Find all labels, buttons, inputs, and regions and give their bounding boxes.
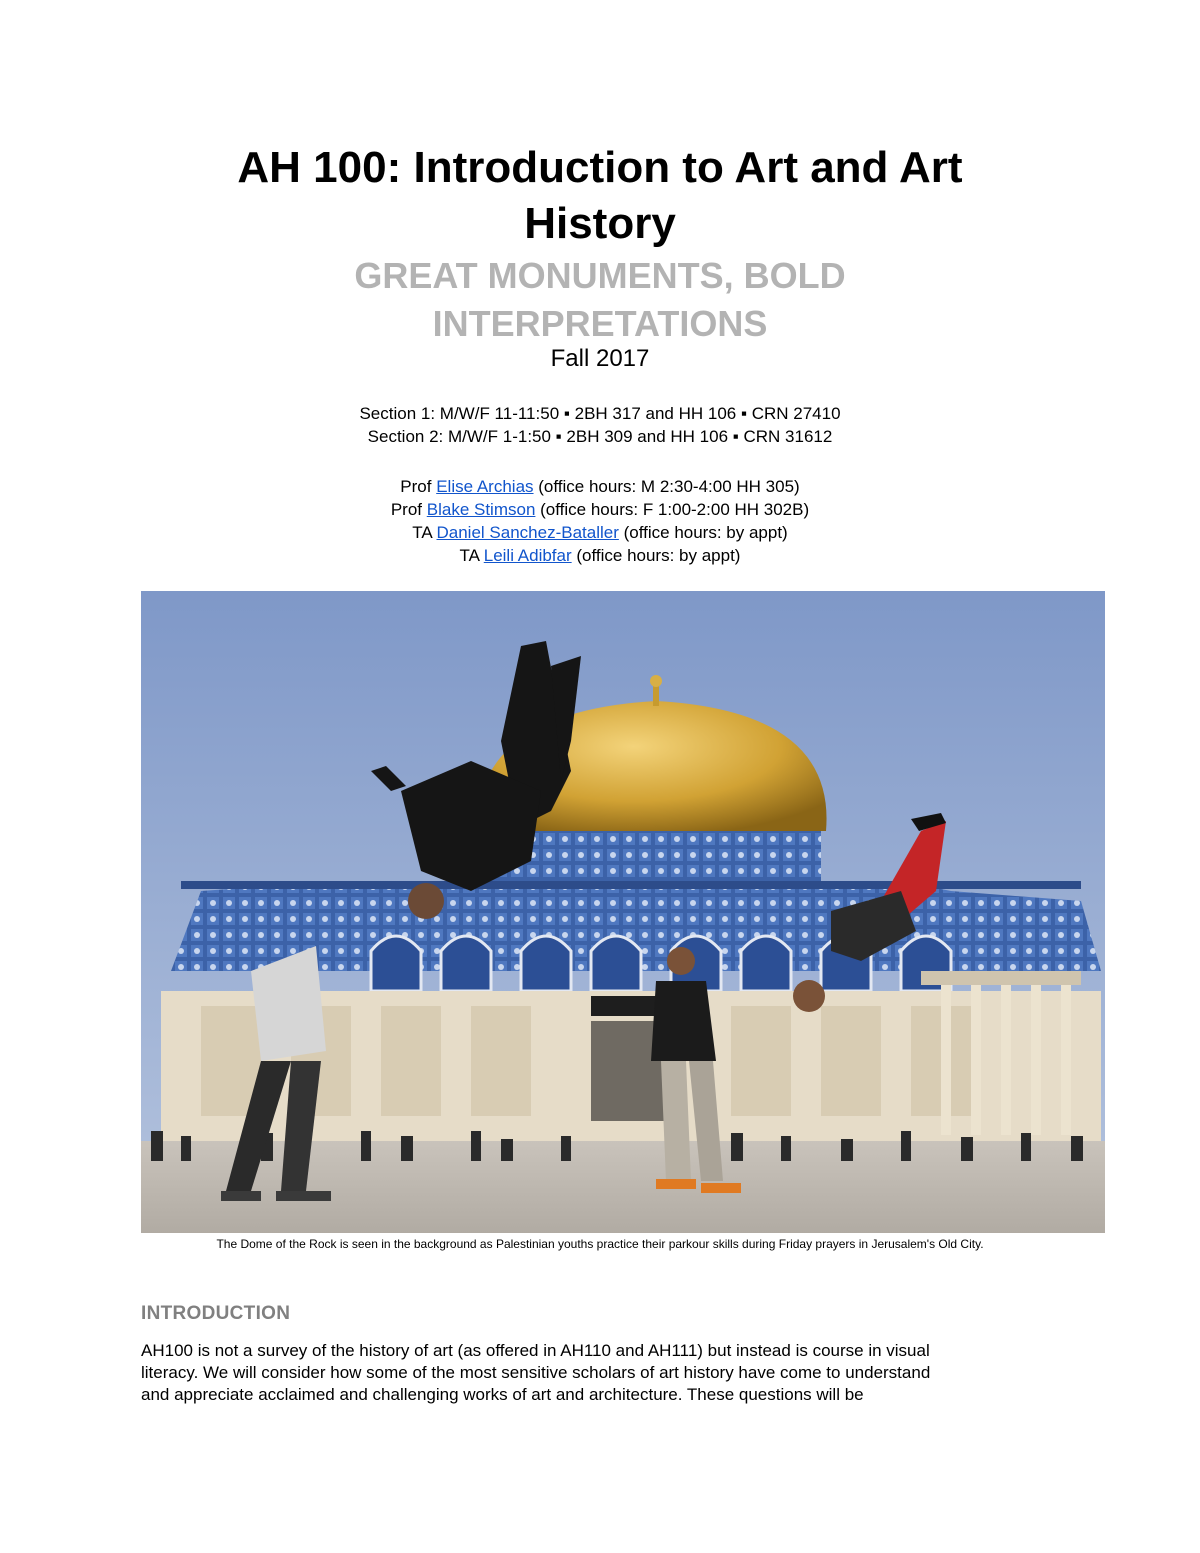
course-subtitle-line-2: INTERPRETATIONS: [432, 303, 768, 344]
section-1-info: Section 1: M/W/F 11-11:50 ▪ 2BH 317 and HH 106 ▪ CRN 27410: [359, 404, 841, 423]
staff-list: [100, 475, 1100, 567]
course-title-line-2: History: [524, 199, 676, 248]
introduction-line: and appreciate acclaimed and challenging works of art and architecture. These questions will be: [141, 1385, 864, 1404]
staff-role: Prof: [400, 477, 437, 496]
introduction-body: [141, 1340, 1071, 1406]
section-2-info: Section 2: M/W/F 1-1:50 ▪ 2BH 309 and HH 106 ▪ CRN 31612: [367, 427, 833, 446]
photo-caption: The Dome of the Rock is seen in the background as Palestinian youths practice their parkour skills during Friday prayers in Jerusalem's Old City.: [216, 1237, 984, 1251]
staff-role: Prof: [390, 500, 427, 519]
staff-row: [100, 475, 1100, 498]
staff-role: TA: [459, 546, 484, 565]
staff-link-blake-stimson[interactable]: Blake Stimson: [426, 500, 536, 519]
section-list: [100, 402, 1100, 448]
staff-row: [100, 498, 1100, 521]
course-title: [100, 140, 1100, 252]
staff-link-leili-adibfar[interactable]: Leili Adibfar: [483, 546, 572, 565]
introduction-line: literacy. We will consider how some of the most sensitive scholars of art history have come to understand: [141, 1363, 931, 1382]
dome-of-the-rock-photo: [141, 591, 1105, 1233]
staff-role: TA: [412, 523, 437, 542]
course-subtitle: [100, 252, 1100, 348]
term: Fall 2017: [550, 345, 650, 372]
staff-link-daniel-sanchez-bataller[interactable]: Daniel Sanchez-Bataller: [436, 523, 619, 542]
staff-office-hours: (office hours: by appt): [618, 523, 788, 542]
staff-row: [100, 544, 1100, 567]
staff-row: [100, 521, 1100, 544]
introduction-heading: INTRODUCTION: [141, 1303, 291, 1324]
course-title-line-1: AH 100: Introduction to Art and Art: [237, 143, 963, 192]
staff-office-hours: (office hours: by appt): [571, 546, 741, 565]
staff-link-elise-archias[interactable]: Elise Archias: [436, 477, 534, 496]
course-subtitle-line-1: GREAT MONUMENTS, BOLD: [354, 255, 846, 296]
staff-office-hours: (office hours: F 1:00-2:00 HH 302B): [535, 500, 810, 519]
introduction-line: AH100 is not a survey of the history of art (as offered in AH110 and AH111) but instead is course in visual: [141, 1341, 930, 1360]
staff-office-hours: (office hours: M 2:30-4:00 HH 305): [533, 477, 800, 496]
photo-illustration: [141, 591, 1105, 1233]
